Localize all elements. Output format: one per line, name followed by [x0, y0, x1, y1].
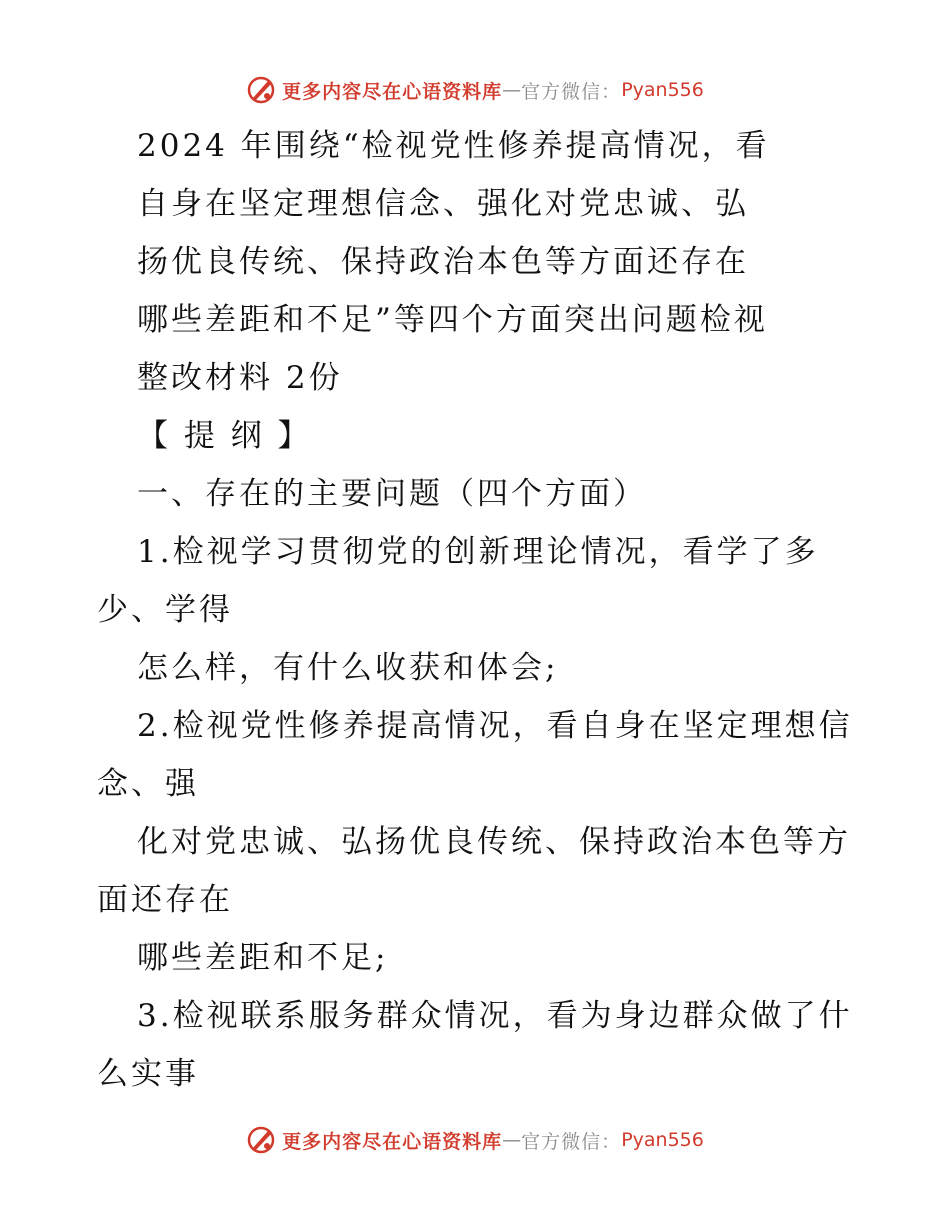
paragraph-line: 怎么样，有什么收获和体会;: [137, 650, 559, 686]
title-line-3: 扬优良传统、保持政治本色等方面还存在: [137, 244, 749, 280]
watermark-dash: —: [502, 79, 522, 101]
watermark-wechat-id: Pyan556: [621, 79, 704, 101]
paragraph-line: 2.检视党性修养提高情况，看自身在坚定理想信: [137, 708, 853, 744]
section-heading: 一、存在的主要问题（四个方面）: [137, 476, 647, 512]
watermark-prefix: 更多内容尽在心语资料库: [282, 1130, 503, 1153]
title-line-5: 整改材料 2份: [137, 360, 343, 396]
watermark-official-label: 官方微信：: [521, 80, 622, 103]
paragraph-line: 么实事: [97, 1056, 199, 1092]
watermark-official-label: 官方微信：: [521, 1130, 622, 1153]
watermark-prefix: 更多内容尽在心语资料库: [282, 80, 503, 103]
paragraph-line: 念、强: [97, 766, 199, 802]
title-line-1: 2024 年围绕“检视党性修养提高情况，看: [137, 128, 770, 164]
paragraph-line: 3.检视联系服务群众情况，看为身边群众做了什: [137, 998, 853, 1034]
title-line-4: 哪些差距和不足”等四个方面突出问题检视: [137, 302, 768, 338]
paragraph-line: 少、学得: [97, 592, 233, 628]
quill-seal-icon: [246, 1125, 276, 1155]
title-line-2: 自身在坚定理想信念、强化对党忠诚、弘: [137, 186, 749, 222]
quill-seal-icon: [246, 75, 276, 105]
footer-watermark: [0, 1120, 950, 1160]
paragraph-line: 1.检视学习贯彻党的创新理论情况，看学了多: [137, 534, 819, 570]
watermark-dash: —: [502, 1129, 522, 1151]
paragraph-line: 哪些差距和不足;: [137, 940, 389, 976]
watermark-wechat-id: Pyan556: [621, 1129, 704, 1151]
outline-heading: 【 提 纲 】: [137, 418, 312, 454]
header-watermark: [0, 70, 950, 110]
paragraph-line: 化对党忠诚、弘扬优良传统、保持政治本色等方: [137, 824, 851, 860]
paragraph-line: 面还存在: [97, 882, 233, 918]
